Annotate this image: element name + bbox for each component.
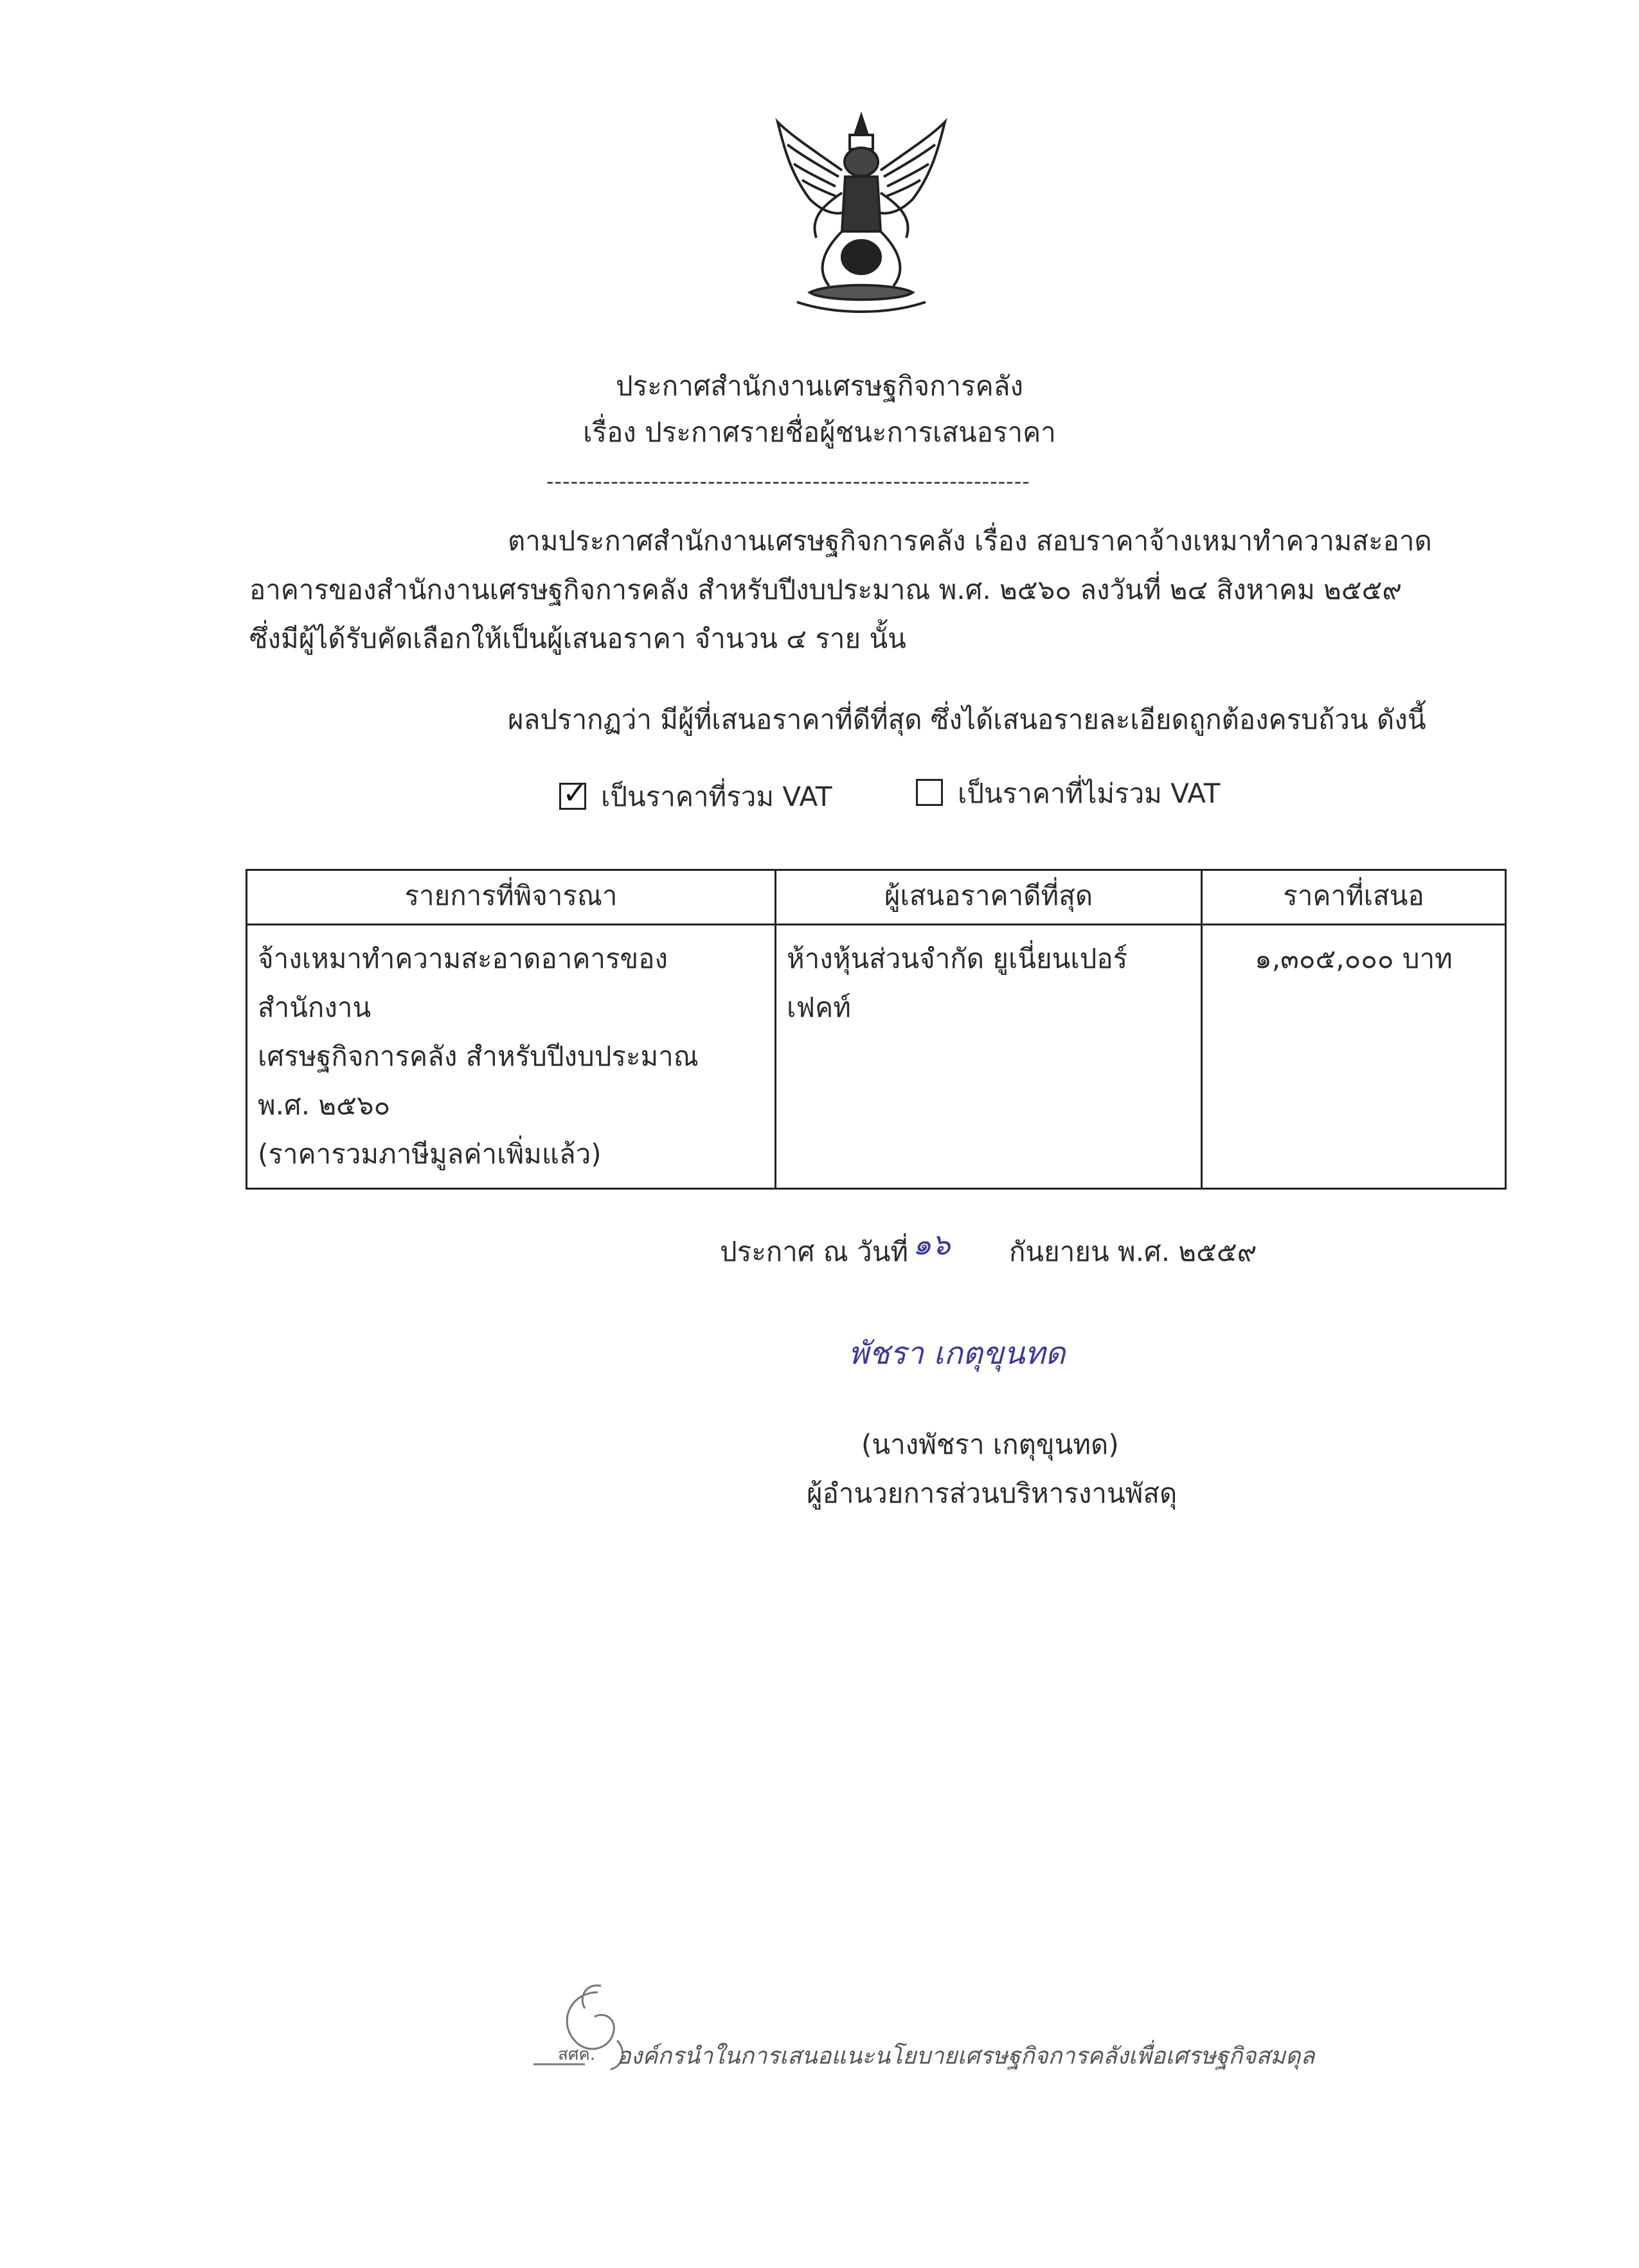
offered-price: ๑,๓๐๕,๐๐๐ บาท (1255, 943, 1453, 974)
title-separator: ------------------------------------------------------------ (546, 469, 1030, 494)
paragraph1-line2: อาคารของสำนักงานเศรษฐกิจการคลัง สำหรับปีงบประมาณ พ.ศ. ๒๕๖๐ ลงวันที่ ๒๔ สิงหาคม ๒๕๕๙ (249, 574, 1402, 605)
item-line: เศรษฐกิจการคลัง สำหรับปีงบประมาณ (258, 1040, 699, 1072)
table-header-row (247, 870, 1506, 925)
paragraph1-line1: ตามประกาศสำนักงานเศรษฐกิจการคลัง เรื่อง สอบราคาจ้างเหมาทำความสะอาด (508, 525, 1432, 557)
item-line: (ราคารวมภาษีมูลค่าเพิ่มแล้ว) (258, 1138, 602, 1170)
handwritten-signature: พัชรา เกตุขุนทด (848, 1335, 1066, 1371)
bidder-cell (776, 925, 1202, 1189)
check-mark-icon: ✓ (562, 776, 587, 810)
vat-included-checkbox (559, 776, 587, 810)
header-price: ราคาที่เสนอ (1202, 870, 1506, 925)
table-row (247, 925, 1506, 1189)
vat-excluded-label: เป็นราคาที่ไม่รวม VAT (958, 778, 1221, 809)
award-table (246, 869, 1507, 1190)
signatory-name: (นางพัชรา เกตุขุนทด) (861, 1429, 1119, 1460)
logo-text: สศค. (558, 2045, 596, 2064)
price-cell (1202, 925, 1506, 1189)
garuda-emblem (771, 109, 951, 321)
header-bidder: ผู้เสนอราคาดีที่สุด (776, 870, 1202, 925)
announcement-date-suffix: กันยายน พ.ศ. ๒๕๕๙ (1009, 1236, 1257, 1267)
signatory-position: ผู้อำนวยการส่วนบริหารงานพัสดุ (807, 1478, 1178, 1509)
announcement-subject: เรื่อง ประกาศรายชื่อผู้ชนะการเสนอราคา (583, 416, 1056, 448)
paragraph1-line3: ซึ่งมีผู้ได้รับคัดเลือกให้เป็นผู้เสนอราคา จำนวน ๔ ราย นั้น (249, 623, 906, 654)
item-line: จ้างเหมาทำความสะอาดอาคารของสำนักงาน (258, 943, 668, 1023)
paragraph2: ผลปรากฏว่า มีผู้ที่เสนอราคาที่ดีที่สุด ซึ่งได้เสนอรายละเอียดถูกต้องครบถ้วน ดังนี้ (508, 704, 1426, 735)
vat-excluded-checkbox (916, 779, 943, 806)
vat-included-label: เป็นราคาที่รวม VAT (601, 781, 832, 812)
header-item: รายการที่พิจารณา (247, 870, 776, 925)
footer-slogan: องค์กรนำในการเสนอแนะนโยบายเศรษฐกิจการคลังเพื่อเศรษฐกิจสมดุล (617, 2043, 1315, 2069)
item-line: พ.ศ. ๒๕๖๐ (258, 1089, 391, 1121)
announcement-day: ๑๖ (913, 1227, 951, 1262)
announcement-title: ประกาศสำนักงานเศรษฐกิจการคลัง (616, 370, 1023, 402)
bidder-name: ห้างหุ้นส่วนจำกัด ยูเนี่ยนเปอร์เฟคท์ (787, 943, 1128, 1023)
item-cell (247, 925, 776, 1189)
announcement-date-prefix: ประกาศ ณ วันที่ (720, 1236, 909, 1267)
